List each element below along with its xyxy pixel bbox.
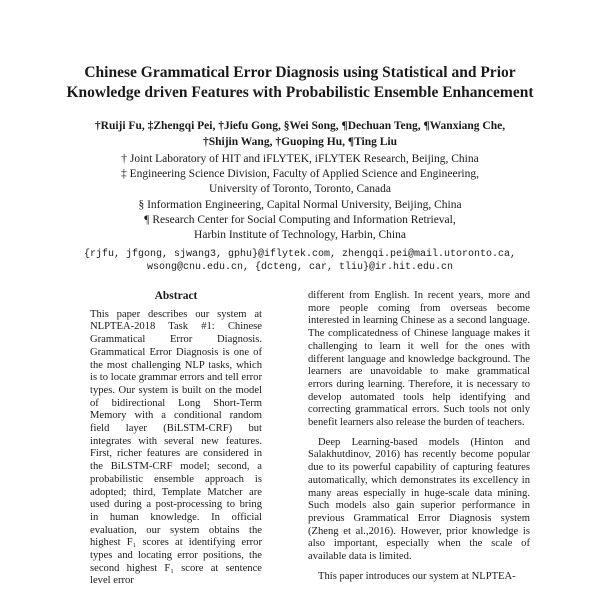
paper-title (40, 63, 560, 103)
authors-line-2: †Shijin Wang, †Guoping Hu, ¶Ting Liu (202, 136, 398, 148)
affiliation-line: ¶ Research Center for Social Computing and Information Retrieval, (144, 213, 456, 226)
abstract-heading: Abstract (154, 290, 198, 302)
abstract-text: This paper describes our system at NLPTEA-2018 Task #1: Chinese Grammatical Error Diagnosis. Grammatical Error Diagnosis is one of the most challenging NLP tasks, which is to locate grammar errors and tell error types. Our system is built on the model of bidirectional Long Short-Term Memory with a conditional random field layer (BiLSTM-CRF) but integrates with several new features. First, richer features are considered in the BiLSTM-CRF model; second, a probabilistic ensemble approach is adopted; third, Template Matcher are used during a post-processing to bring in human knowledge. In official evaluation, our system obtains the highest F₁ scores at identifying error types and locating error positions, the second highest F₁ score at sentence level error (90, 308, 262, 587)
affiliation-line: Harbin Institute of Technology, Harbin, China (194, 229, 406, 242)
body-paragraph-3: This paper introduces our system at NLPTEA- (318, 570, 516, 582)
emails-line-2: wsong@cnu.edu.cn, {dcteng, car, tliu}@ir.hit.edu.cn (146, 262, 454, 273)
author-emails (40, 248, 560, 274)
affiliation-line: § Information Engineering, Capital Normal University, Beijing, China (138, 198, 462, 211)
emails-line-1: {rjfu, jfgong, sjwang3, gphu}@iflytek.com, zhengqi.pei@mail.utoronto.ca, (83, 249, 517, 260)
author-list (40, 118, 560, 150)
affiliation-line: ‡ Engineering Science Division, Faculty of Applied Science and Engineering, (120, 168, 479, 181)
introduction-column (308, 290, 530, 583)
affiliation-line: University of Toronto, Toronto, Canada (209, 183, 391, 196)
abstract-column (90, 290, 262, 588)
body-paragraph-2: Deep Learning-based models (Hinton and Salakhutdinov, 2016) has recently become popular due to its powerful capability of capturing features automatically, which demonstrates its excellency in many areas especially in huge-scale data mining. Such models also gain superior performance in previous Grammatical Error Diagnosis system (Zheng et al.,2016). However, prior knowledge is also important, especially when the scale of available data is limited. (308, 436, 530, 563)
affiliations (40, 152, 560, 243)
title-line-1: Chinese Grammatical Error Diagnosis using Statistical and Prior (84, 64, 516, 81)
affiliation-line: † Joint Laboratory of HIT and iFLYTEK, iFLYTEK Research, Beijing, China (121, 153, 479, 165)
body-paragraph-1: different from English. In recent years, more and more people coming from overseas become interested in learning Chinese as a second language. The complicatedness of Chinese language makes it challenging to learn it well for the ones with different language and knowledge background. The learners are unavoidable to make grammatical errors during learning. Therefore, it is necessary to develop automated tools help identifying and correcting grammatical errors. Such tools not only benefit learners also release the burden of teachers. (308, 290, 530, 429)
title-line-2: Knowledge driven Features with Probabilistic Ensemble Enhancement (66, 84, 534, 101)
authors-line-1: †Ruiji Fu, ‡Zhengqi Pei, †Jiefu Gong, §Wei Song, ¶Dechuan Teng, ¶Wanxiang Che, (94, 120, 506, 132)
